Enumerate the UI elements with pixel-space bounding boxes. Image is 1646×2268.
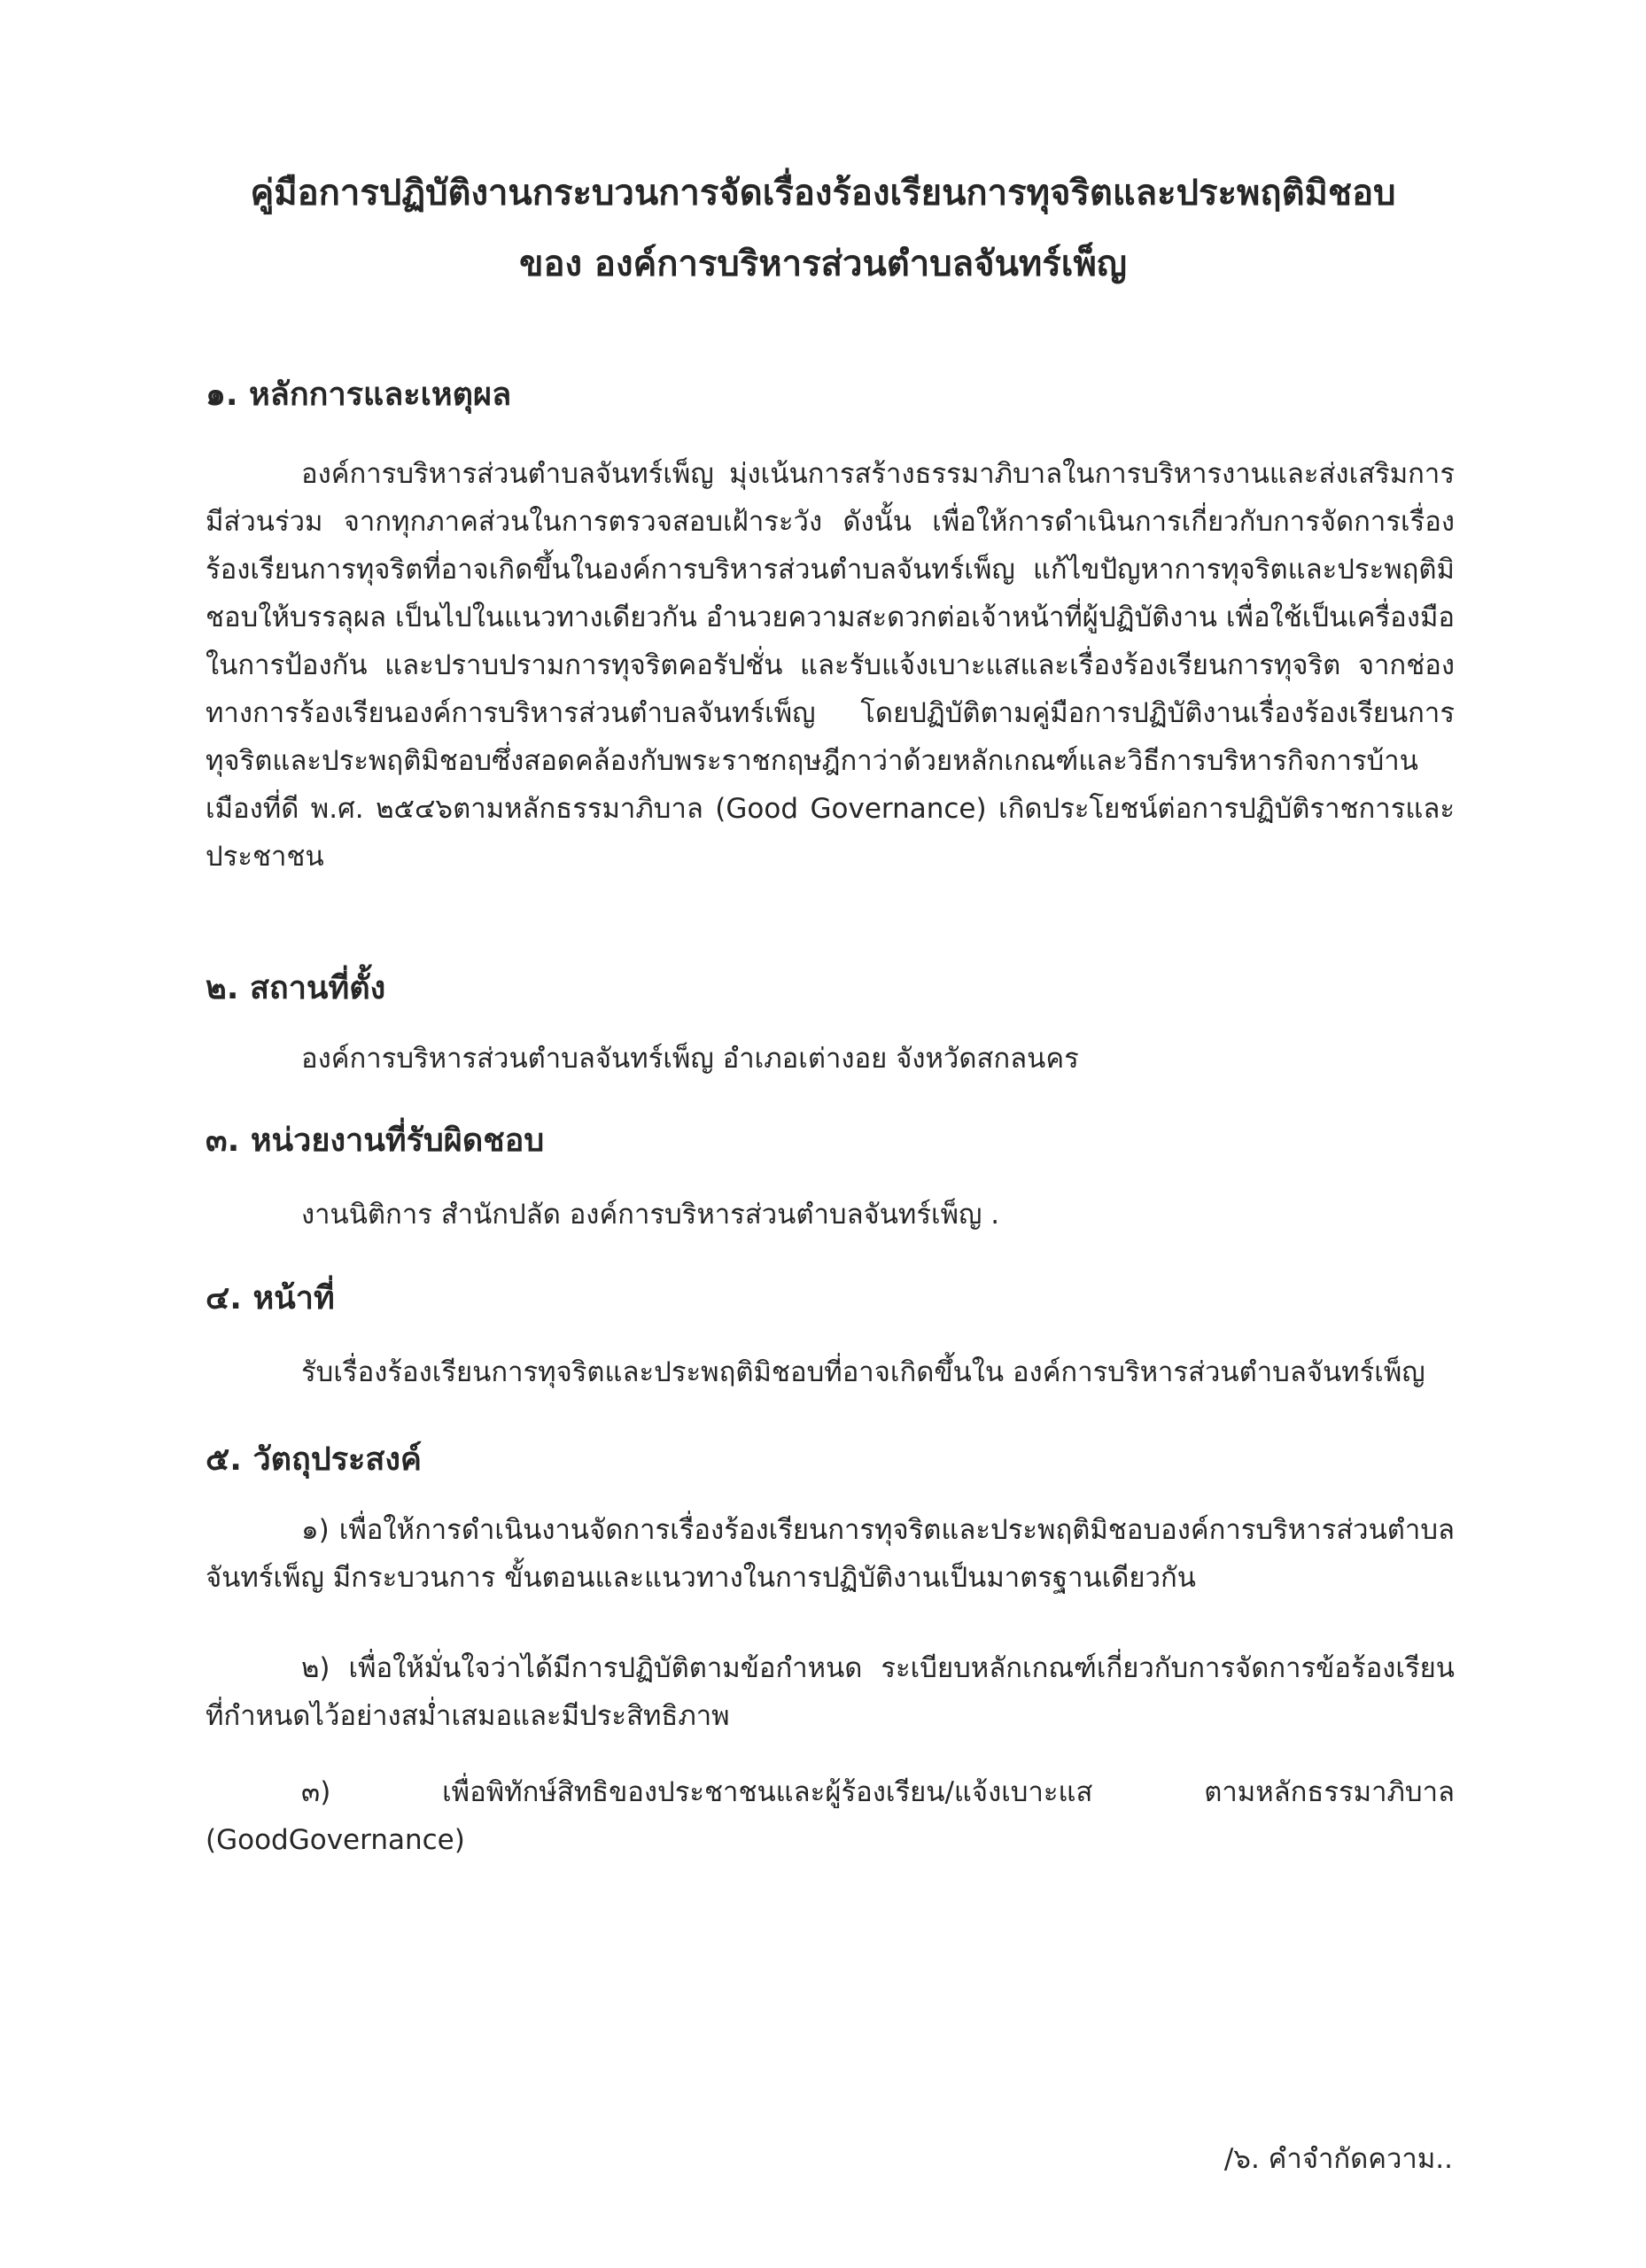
objective-item-1-text: ๑) เพื่อให้การดำเนินงานจัดการเรื่องร้องเรียนการทุจริตและประพฤติมิชอบองค์การบริหารส่วนตำบลจันทร์เพ็ญ มีกระบวนการ ขั้นตอนและแนวทางในการปฏิบัติงานเป็นมาตรฐานเดียวกัน xyxy=(206,1514,1455,1594)
section-3-heading: ๓. หน่วยงานที่รับผิดชอบ xyxy=(206,1122,545,1159)
section-4-heading: ๔. หน้าที่ xyxy=(206,1280,335,1317)
document-title-line-2: ของ องค์การบริหารส่วนตำบลจันทร์เพ็ญ xyxy=(519,244,1127,284)
objective-item-3-text: ๓) เพื่อพิทักษ์สิทธิของประชาชนและผู้ร้องเรียน/แจ้งเบาะแส ตามหลักธรรมาภิบาล (GoodGovernance) xyxy=(206,1776,1455,1856)
section-5-heading: ๕. วัตถุประสงค์ xyxy=(206,1441,423,1478)
objective-item-2-text: ๒) เพื่อให้มั่นใจว่าได้มีการปฏิบัติตามข้อกำหนด ระเบียบหลักเกณฑ์เกี่ยวกับการจัดการข้อร้องเรียน ที่กำหนดไว้อย่างสม่ำเสมอและมีประสิทธิภาพ xyxy=(206,1652,1455,1732)
objective-item-1 xyxy=(206,1506,1455,1602)
objective-item-2 xyxy=(206,1644,1455,1740)
section-4-body: รับเรื่องร้องเรียนการทุจริตและประพฤติมิชอบที่อาจเกิดขึ้นใน องค์การบริหารส่วนตำบลจันทร์เพ็ญ xyxy=(301,1356,1425,1388)
section-3-body: งานนิติการ สำนักปลัด องค์การบริหารส่วนตำบลจันทร์เพ็ญ . xyxy=(301,1199,1000,1231)
section-1-body xyxy=(206,450,1455,881)
section-2-heading: ๒. สถานที่ตั้ง xyxy=(206,970,386,1006)
section-2-body: องค์การบริหารส่วนตำบลจันทร์เพ็ญ อำเภอเต่างอย จังหวัดสกลนคร xyxy=(301,1043,1079,1075)
section-1-body-text: องค์การบริหารส่วนตำบลจันทร์เพ็ญ มุ่งเน้นการสร้างธรรมาภิบาลในการบริหารงานและส่งเสริมการมีส่วนร่วม จากทุกภาคส่วนในการตรวจสอบเฝ้าระวัง ดังนั้น เพื่อให้การดำเนินการเกี่ยวกับการจัดการเรื่องร้องเรียนการทุจริตที่อาจเกิดขึ้นในองค์การบริหารส่วนตำบลจันทร์เพ็ญ แก้ไขปัญหาการทุจริตและประพฤติมิชอบให้บรรลุผล เป็นไปในแนวทางเดียวกัน อำนวยความสะดวกต่อเจ้าหน้าที่ผู้ปฏิบัติงาน เพื่อใช้เป็นเครื่องมือในการป้องกัน และปราบปรามการทุจริตคอรัปชั่น และรับแจ้งเบาะแสและเรื่องร้องเรียนการทุจริต จากช่องทางการร้องเรียนองค์การบริหารส่วนตำบลจันทร์เพ็ญ โดยปฏิบัติตามคู่มือการปฏิบัติงานเรื่องร้องเรียนการทุจริตและประพฤติมิชอบซึ่งสอดคล้องกับพระราชกฤษฎีกาว่าด้วยหลักเกณฑ์และวิธีการบริหารกิจการบ้านเมืองที่ดี พ.ศ. ๒๕๔๖ตามหลักธรรมาภิบาล (Good Governance) เกิดประโยชน์ต่อการปฏิบัติราชการและประชาชน xyxy=(206,458,1455,873)
section-1-heading: ๑. หลักการและเหตุผล xyxy=(206,377,512,413)
page-continuation-note: /๖. คำจำกัดความ.. xyxy=(1223,2143,1453,2175)
objective-item-3 xyxy=(206,1768,1455,1864)
document-title-line-1: คู่มือการปฏิบัติงานกระบวนการจัดเรื่องร้องเรียนการทุจริตและประพฤติมิชอบ xyxy=(250,173,1396,214)
